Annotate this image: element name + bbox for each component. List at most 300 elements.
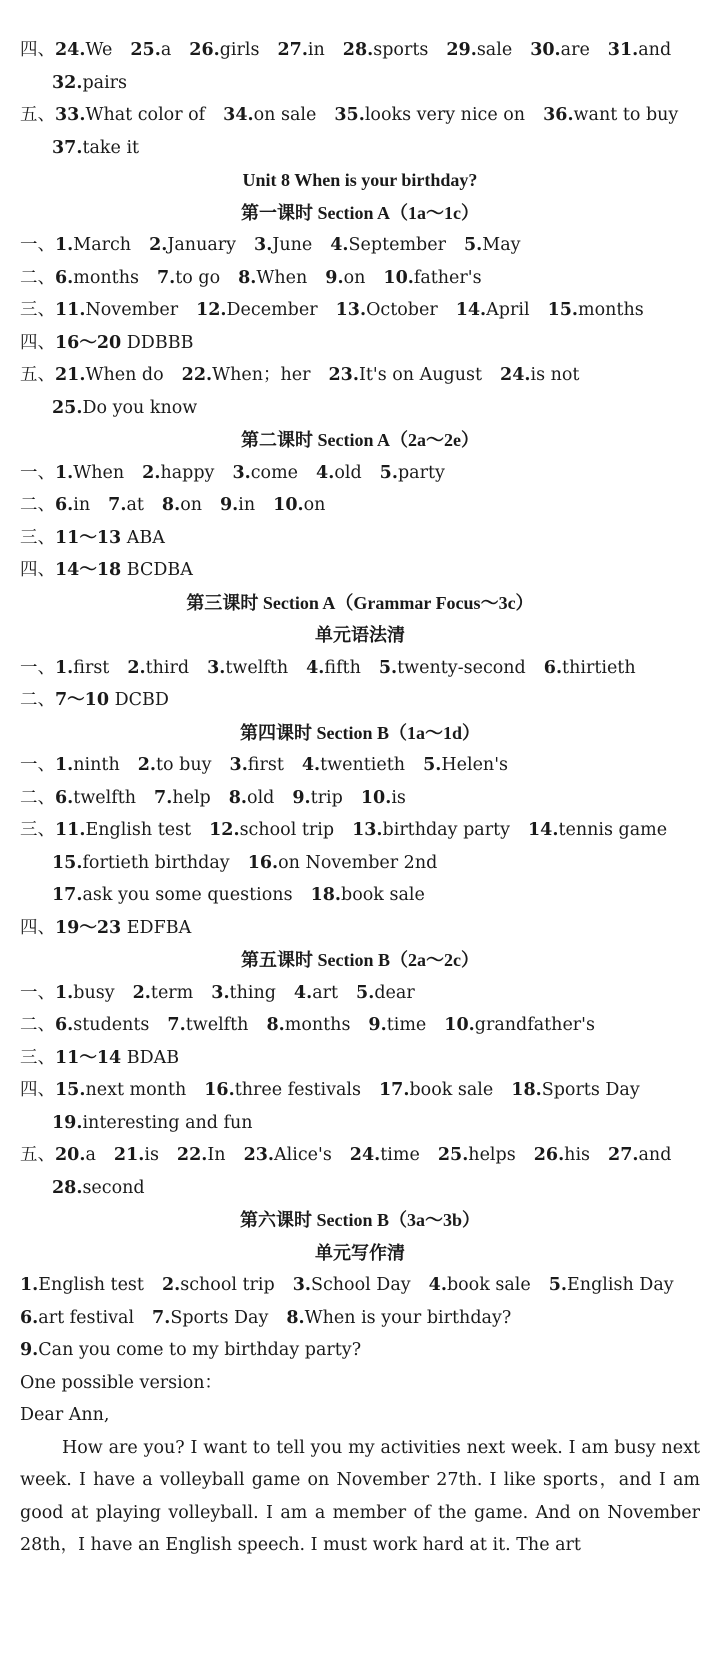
question-group-label: 五、 bbox=[20, 365, 55, 385]
answer-text: sports bbox=[373, 40, 429, 60]
answer-number: 4. bbox=[330, 235, 349, 255]
answer-number: 5. bbox=[378, 657, 398, 678]
answer-text: January bbox=[167, 235, 237, 255]
answer-text: months bbox=[284, 1015, 351, 1035]
answer-number: 5. bbox=[423, 755, 442, 775]
answer-number: 4. bbox=[316, 462, 335, 483]
answer-text: party bbox=[397, 462, 445, 483]
answer-item bbox=[277, 34, 324, 67]
answer-text: want to buy bbox=[573, 105, 679, 125]
answer-number: 18. bbox=[511, 1080, 542, 1100]
answer-number: 7. bbox=[154, 787, 173, 808]
answer-number: 15. bbox=[55, 1080, 86, 1100]
section-heading: 第二课时 Section A（2a～2e） bbox=[241, 430, 479, 450]
answer-number: 15. bbox=[52, 852, 83, 873]
answer-item bbox=[55, 359, 164, 392]
answer-number: 27. bbox=[277, 40, 308, 60]
answer-item bbox=[343, 34, 429, 67]
answer-text: come bbox=[250, 462, 299, 483]
answer-item bbox=[230, 749, 284, 782]
answer-number: 10. bbox=[444, 1015, 475, 1035]
section-heading: 第五课时 Section B（2a～2c） bbox=[241, 950, 479, 970]
answer-item bbox=[108, 489, 144, 522]
answer-item bbox=[133, 977, 194, 1010]
answer-text: fifth bbox=[324, 657, 361, 678]
answer-number: 9. bbox=[368, 1015, 387, 1035]
answer-item bbox=[204, 1074, 361, 1107]
answer-number: 1. bbox=[55, 657, 74, 678]
answer-text: a bbox=[160, 40, 172, 60]
answer-line bbox=[20, 1172, 700, 1205]
answer-item bbox=[55, 522, 165, 555]
answer-line bbox=[20, 1302, 700, 1335]
answer-item bbox=[254, 229, 312, 262]
answer-text: What color of bbox=[85, 105, 206, 125]
answer-item bbox=[152, 1302, 268, 1335]
answer-text: DDBBB bbox=[121, 332, 194, 353]
answer-text: School Day bbox=[311, 1275, 411, 1295]
answer-number: 3. bbox=[211, 982, 230, 1003]
answer-line bbox=[20, 1269, 700, 1302]
answer-number: 1. bbox=[55, 982, 74, 1003]
answer-number: 19～23 bbox=[55, 917, 122, 938]
answer-item bbox=[238, 262, 307, 295]
answer-number: 2. bbox=[137, 755, 157, 775]
answer-line bbox=[20, 782, 700, 815]
answer-number: 3. bbox=[207, 657, 226, 678]
answer-line bbox=[20, 1334, 700, 1367]
answer-number: 13. bbox=[352, 820, 383, 840]
answer-text: a bbox=[85, 1145, 96, 1165]
question-group-label: 一、 bbox=[20, 657, 55, 678]
answer-item bbox=[350, 1139, 420, 1172]
answer-text: and bbox=[638, 40, 672, 60]
answer-text: sale bbox=[476, 40, 513, 60]
answer-text: When is your birthday? bbox=[304, 1307, 512, 1328]
answer-key-page bbox=[20, 34, 700, 1562]
answer-text: three festivals bbox=[234, 1080, 361, 1100]
answer-number: 10. bbox=[383, 267, 414, 288]
answer-item bbox=[528, 814, 667, 847]
answer-number: 1. bbox=[55, 755, 74, 775]
answer-item bbox=[380, 457, 445, 490]
answer-number: 19. bbox=[52, 1112, 83, 1133]
answer-number: 7. bbox=[152, 1307, 171, 1328]
answer-item bbox=[530, 34, 590, 67]
answer-text: October bbox=[366, 300, 438, 320]
question-group-label: 五、 bbox=[20, 1145, 55, 1165]
answer-text: ask you some questions bbox=[82, 885, 293, 905]
answer-text: trip bbox=[310, 787, 343, 808]
answer-number: 9. bbox=[325, 267, 344, 288]
answer-text: book sale bbox=[341, 885, 425, 905]
answer-item bbox=[52, 879, 293, 912]
question-group-label: 四、 bbox=[20, 917, 55, 938]
answer-item bbox=[55, 814, 191, 847]
answer-text: DCBD bbox=[109, 690, 169, 710]
answer-text: interesting and fun bbox=[82, 1112, 253, 1133]
answer-number: 17. bbox=[379, 1080, 410, 1100]
answer-text: tennis game bbox=[558, 820, 668, 840]
answer-number: 11. bbox=[55, 300, 86, 320]
answer-number: 3. bbox=[229, 755, 248, 775]
answer-text: in bbox=[307, 40, 325, 60]
answer-text: dear bbox=[374, 982, 415, 1003]
answer-number: 37. bbox=[52, 137, 83, 158]
answer-item bbox=[223, 99, 316, 132]
answer-line bbox=[20, 327, 700, 360]
answer-item bbox=[316, 457, 362, 490]
answer-item bbox=[20, 1334, 361, 1367]
answer-line bbox=[20, 1042, 700, 1075]
answer-item bbox=[379, 652, 526, 685]
answer-number: 26. bbox=[533, 1145, 565, 1165]
answer-number: 14～18 bbox=[55, 560, 122, 580]
section-heading: Unit 8 When is your birthday? bbox=[242, 170, 478, 190]
answer-text: third bbox=[145, 657, 190, 678]
answer-text: BDAB bbox=[121, 1047, 180, 1068]
question-group-label: 一、 bbox=[20, 755, 55, 775]
answer-item bbox=[20, 1302, 134, 1335]
answer-item bbox=[266, 1009, 350, 1042]
question-group-label: 四、 bbox=[20, 1080, 55, 1100]
question-group-label: 二、 bbox=[20, 267, 55, 288]
answer-item bbox=[157, 262, 220, 295]
answer-item bbox=[177, 1139, 226, 1172]
answer-line bbox=[20, 457, 700, 490]
answer-number: 3. bbox=[232, 462, 251, 483]
question-group-label: 二、 bbox=[20, 495, 55, 515]
answer-text: old bbox=[247, 787, 275, 808]
answer-number: 9. bbox=[220, 495, 239, 515]
answer-item bbox=[356, 977, 415, 1010]
answer-text: grandfather's bbox=[474, 1015, 595, 1035]
answer-item bbox=[286, 1302, 511, 1335]
answer-item bbox=[229, 782, 275, 815]
answer-text: twenty-second bbox=[397, 657, 526, 678]
answer-number: 25. bbox=[52, 397, 83, 418]
answer-number: 11. bbox=[55, 820, 86, 840]
answer-number: 6. bbox=[55, 267, 74, 288]
answer-number: 4. bbox=[306, 657, 325, 678]
answer-text: When bbox=[73, 462, 125, 483]
answer-item bbox=[55, 99, 205, 132]
answer-text: December bbox=[226, 300, 318, 320]
answer-text: twelfth bbox=[73, 787, 137, 808]
answer-number: 1. bbox=[55, 235, 74, 255]
answer-line bbox=[20, 814, 700, 847]
answer-number: 2. bbox=[142, 462, 161, 483]
answer-item bbox=[55, 229, 131, 262]
answer-text: English test bbox=[38, 1275, 144, 1295]
answer-number: 5. bbox=[379, 462, 398, 483]
answer-item bbox=[292, 782, 342, 815]
answer-line bbox=[20, 99, 700, 132]
answer-number: 11～13 bbox=[55, 527, 122, 548]
answer-number: 16. bbox=[204, 1080, 235, 1100]
answer-line bbox=[20, 1139, 700, 1172]
answer-text: second bbox=[82, 1177, 145, 1198]
answer-item bbox=[446, 34, 512, 67]
question-group-label: 五、 bbox=[20, 105, 55, 125]
answer-item bbox=[352, 814, 510, 847]
answer-number: 7～10 bbox=[55, 690, 110, 710]
answer-number: 8. bbox=[238, 267, 257, 288]
answer-number: 29. bbox=[446, 40, 477, 60]
answer-number: 6. bbox=[543, 657, 563, 678]
answer-item bbox=[334, 99, 525, 132]
answer-line bbox=[20, 847, 700, 880]
answer-line bbox=[20, 392, 700, 425]
answer-line bbox=[20, 229, 700, 262]
answer-item bbox=[52, 392, 197, 425]
answer-number: 32. bbox=[52, 72, 83, 93]
answer-number: 6. bbox=[55, 787, 74, 808]
answer-line bbox=[20, 132, 700, 165]
answer-item bbox=[361, 782, 406, 815]
answer-line bbox=[20, 684, 700, 717]
answer-number: 28. bbox=[342, 40, 374, 60]
answer-text: In bbox=[207, 1145, 226, 1165]
answer-number: 6. bbox=[55, 1015, 74, 1035]
answer-text: September bbox=[348, 235, 446, 255]
answer-item bbox=[130, 34, 171, 67]
answer-text: Sports Day bbox=[541, 1080, 640, 1100]
question-group-label: 四、 bbox=[20, 332, 55, 353]
answer-item bbox=[511, 1074, 639, 1107]
answer-number: 24. bbox=[349, 1145, 381, 1165]
answer-text: twelfth bbox=[185, 1015, 249, 1035]
answer-number: 20. bbox=[55, 1145, 86, 1165]
answer-number: 22. bbox=[181, 365, 213, 385]
answer-item bbox=[55, 34, 112, 67]
answer-number: 9. bbox=[292, 787, 311, 808]
answer-text: father's bbox=[413, 267, 482, 288]
answer-item bbox=[55, 1139, 96, 1172]
answer-item bbox=[608, 1139, 671, 1172]
answer-item bbox=[55, 489, 90, 522]
answer-number: 3. bbox=[292, 1275, 311, 1295]
answer-line bbox=[20, 912, 700, 945]
answer-text: art festival bbox=[38, 1307, 135, 1328]
answer-text: EDFBA bbox=[121, 917, 192, 938]
answer-item bbox=[273, 489, 325, 522]
answer-line bbox=[20, 879, 700, 912]
answer-item bbox=[189, 34, 259, 67]
answer-number: 12. bbox=[209, 820, 240, 840]
section-heading: 单元语法清 bbox=[315, 625, 405, 645]
answer-item bbox=[162, 1269, 275, 1302]
answer-line bbox=[20, 1074, 700, 1107]
answer-item bbox=[306, 652, 361, 685]
answer-text: in bbox=[73, 495, 91, 515]
answer-number: 10. bbox=[273, 495, 304, 515]
answer-number: 4. bbox=[301, 755, 321, 775]
answer-text: art bbox=[312, 982, 339, 1003]
answer-number: 23. bbox=[243, 1145, 275, 1165]
answer-text: birthday party bbox=[382, 820, 510, 840]
answer-number: 16～20 bbox=[55, 332, 122, 353]
answer-text: on November 2nd bbox=[278, 852, 438, 873]
answer-number: 17. bbox=[52, 885, 83, 905]
answer-number: 18. bbox=[310, 885, 342, 905]
answer-text: English test bbox=[85, 820, 192, 840]
question-group-label: 三、 bbox=[20, 820, 55, 840]
answer-item bbox=[55, 912, 191, 945]
answer-text: in bbox=[238, 495, 256, 515]
answer-item bbox=[207, 652, 288, 685]
answer-item bbox=[311, 879, 425, 912]
answer-text: November bbox=[85, 300, 179, 320]
answer-number: 8. bbox=[161, 495, 181, 515]
answer-item bbox=[543, 99, 678, 132]
answer-line bbox=[20, 749, 700, 782]
answer-text: time bbox=[380, 1145, 420, 1165]
answer-text: take it bbox=[82, 137, 140, 158]
answer-text: When bbox=[256, 267, 308, 288]
answer-item bbox=[423, 749, 508, 782]
answer-text: twelfth bbox=[225, 657, 289, 678]
answer-item bbox=[330, 229, 446, 262]
answer-text: May bbox=[482, 235, 521, 255]
answer-text: thing bbox=[229, 982, 276, 1003]
answer-line bbox=[20, 1009, 700, 1042]
answer-item bbox=[55, 554, 193, 587]
section-heading: 第一课时 Section A（1a～1c） bbox=[241, 202, 479, 223]
answer-number: 7. bbox=[156, 267, 176, 288]
answer-number: 21. bbox=[113, 1145, 145, 1165]
answer-text: at bbox=[126, 495, 144, 515]
answer-item bbox=[55, 327, 193, 360]
answer-number: 4. bbox=[293, 982, 313, 1003]
answer-text: June bbox=[272, 235, 313, 255]
answer-item bbox=[549, 1269, 674, 1302]
answer-text: We bbox=[85, 40, 113, 60]
answer-number: 9. bbox=[20, 1340, 39, 1360]
question-group-label: 二、 bbox=[20, 690, 55, 710]
answer-item bbox=[52, 132, 139, 165]
answer-text: on bbox=[303, 495, 326, 515]
answer-text: school trip bbox=[239, 820, 335, 840]
answer-line bbox=[20, 1107, 700, 1140]
answer-line bbox=[20, 262, 700, 295]
answer-item bbox=[127, 652, 189, 685]
answer-item bbox=[548, 294, 644, 327]
answer-item bbox=[55, 457, 124, 490]
answer-text: book sale bbox=[409, 1080, 494, 1100]
answer-item bbox=[232, 457, 298, 490]
answer-text: are bbox=[560, 40, 590, 60]
answer-text: When do bbox=[85, 365, 164, 385]
answer-number: 4. bbox=[428, 1275, 447, 1295]
answer-line bbox=[20, 294, 700, 327]
answer-text: school trip bbox=[180, 1275, 275, 1295]
text-line: Dear Ann, bbox=[20, 1405, 110, 1425]
question-group-label: 二、 bbox=[20, 787, 55, 808]
answer-number: 34. bbox=[223, 105, 254, 125]
answer-item bbox=[294, 977, 338, 1010]
answer-number: 21. bbox=[55, 365, 86, 385]
answer-number: 11～14 bbox=[55, 1047, 122, 1068]
answer-text: students bbox=[73, 1015, 150, 1035]
answer-item bbox=[114, 1139, 159, 1172]
answer-item bbox=[167, 1009, 248, 1042]
answer-text: is bbox=[144, 1145, 159, 1165]
answer-text: to go bbox=[175, 267, 221, 288]
answer-number: 28. bbox=[52, 1177, 83, 1198]
answer-number: 30. bbox=[530, 40, 561, 60]
answer-number: 8. bbox=[286, 1307, 305, 1328]
section-heading: 单元写作清 bbox=[315, 1242, 405, 1263]
section-heading: 第六课时 Section B（3a～3b） bbox=[239, 1210, 480, 1230]
answer-item bbox=[55, 294, 178, 327]
answer-text: thirtieth bbox=[562, 657, 636, 678]
answer-number: 2. bbox=[132, 982, 151, 1003]
answer-item bbox=[55, 684, 169, 717]
question-group-label: 三、 bbox=[20, 527, 55, 548]
answer-item bbox=[608, 34, 671, 67]
answer-number: 14. bbox=[528, 820, 559, 840]
answer-line bbox=[20, 489, 700, 522]
answer-line bbox=[20, 359, 700, 392]
answer-number: 16. bbox=[247, 852, 279, 873]
answer-line bbox=[20, 554, 700, 587]
question-group-label: 一、 bbox=[20, 462, 55, 483]
answer-number: 1. bbox=[55, 462, 74, 483]
answer-item bbox=[336, 294, 438, 327]
answer-item bbox=[383, 262, 481, 295]
question-group-label: 三、 bbox=[20, 300, 55, 320]
section-heading: 第三课时 Section A（Grammar Focus～3c） bbox=[186, 592, 534, 613]
answer-item bbox=[534, 1139, 590, 1172]
answer-number: 35. bbox=[334, 105, 365, 125]
answer-text: happy bbox=[160, 462, 215, 483]
answer-text: ninth bbox=[73, 755, 120, 775]
answer-text: first bbox=[247, 755, 284, 775]
question-group-label: 一、 bbox=[20, 982, 55, 1003]
answer-item bbox=[52, 67, 127, 100]
answer-text: Alice's bbox=[274, 1145, 332, 1165]
answer-number: 27. bbox=[608, 1145, 639, 1165]
answer-line bbox=[20, 652, 700, 685]
answer-text: on sale bbox=[253, 105, 317, 125]
answer-item bbox=[196, 294, 318, 327]
answer-item bbox=[429, 1269, 531, 1302]
answer-text: busy bbox=[73, 982, 115, 1003]
answer-text: girls bbox=[219, 40, 260, 60]
answer-item bbox=[368, 1009, 426, 1042]
answer-text: months bbox=[578, 300, 644, 320]
answer-number: 14. bbox=[455, 300, 487, 320]
answer-text: first bbox=[73, 657, 110, 678]
answer-number: 8. bbox=[228, 787, 248, 808]
answer-text: and bbox=[638, 1145, 672, 1165]
answer-item bbox=[20, 1269, 144, 1302]
answer-text: book sale bbox=[446, 1275, 531, 1295]
answer-text: time bbox=[386, 1015, 427, 1035]
answer-number: 23. bbox=[328, 365, 359, 385]
answer-item bbox=[438, 1139, 516, 1172]
answer-number: 2. bbox=[127, 657, 146, 678]
answer-text: months bbox=[73, 267, 139, 288]
answer-text: BCDBA bbox=[121, 560, 193, 580]
answer-item bbox=[162, 489, 202, 522]
answer-text: Helen's bbox=[441, 755, 508, 775]
answer-text: Sports Day bbox=[170, 1307, 269, 1328]
answer-item bbox=[55, 1042, 179, 1075]
answer-number: 6. bbox=[20, 1307, 39, 1328]
answer-number: 33. bbox=[55, 105, 86, 125]
